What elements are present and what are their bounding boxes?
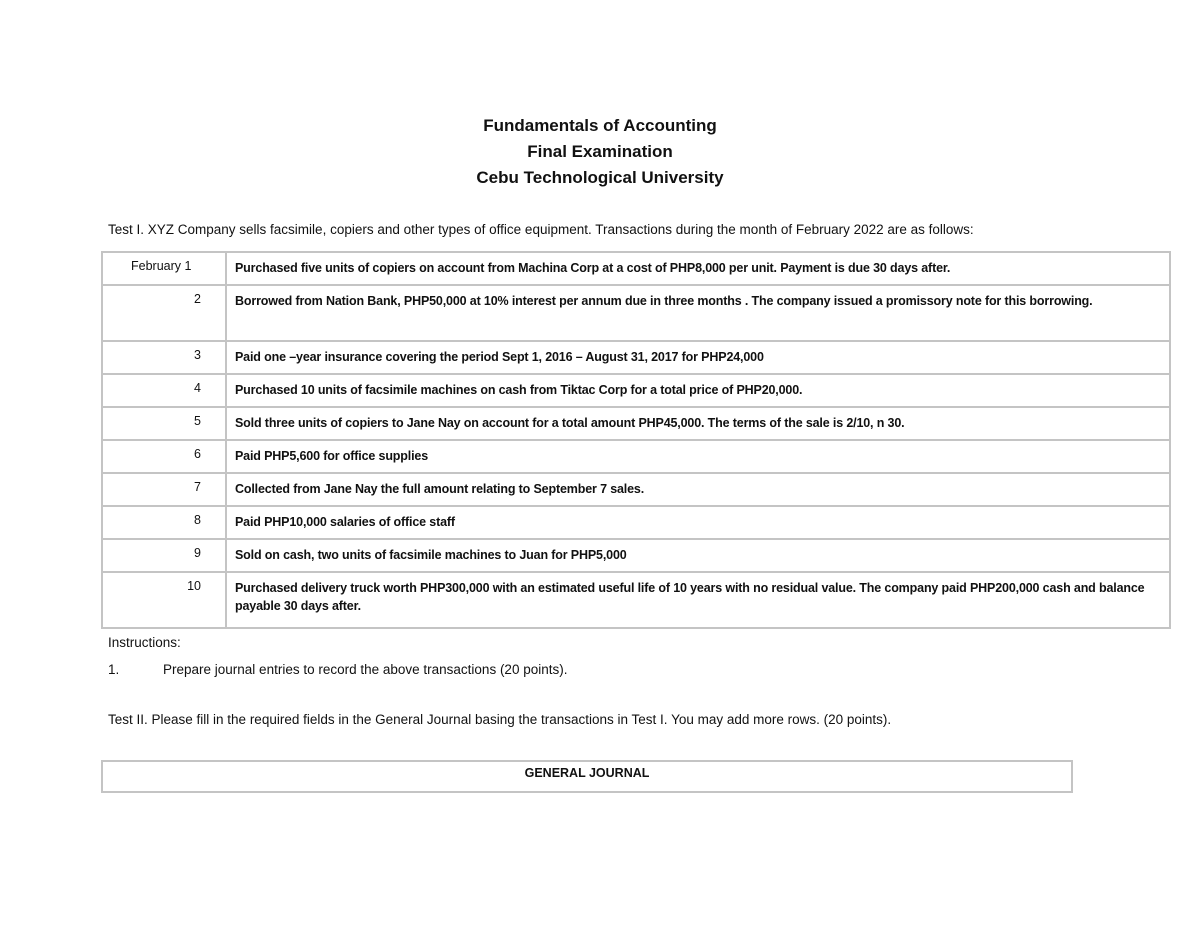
test1-intro: Test I. XYZ Company sells facsimile, copiers and other types of office equipment. Transactions during the month of February 2022 are as follows:: [108, 222, 974, 237]
transaction-cell: Purchased 10 units of facsimile machines on cash from Tiktac Corp for a total price of PHP20,000.: [226, 374, 1170, 407]
table-row: [102, 572, 1170, 628]
document-title: [0, 113, 1200, 191]
date-cell: February 1: [102, 252, 226, 285]
transaction-cell: Paid PHP5,600 for office supplies: [226, 440, 1170, 473]
instruction-item: [108, 662, 567, 677]
course-title: Fundamentals of Accounting: [483, 116, 717, 135]
transaction-cell: Paid PHP10,000 salaries of office staff: [226, 506, 1170, 539]
table-row: [102, 407, 1170, 440]
instruction-text: Prepare journal entries to record the above transactions (20 points).: [163, 662, 568, 677]
test2-instructions: Test II. Please fill in the required fields in the General Journal basing the transactions in Test I. You may add more rows. (20 points).: [108, 712, 892, 727]
transaction-cell: Collected from Jane Nay the full amount relating to September 7 sales.: [226, 473, 1170, 506]
transaction-cell: Paid one –year insurance covering the period Sept 1, 2016 – August 31, 2017 for PHP24,000: [226, 341, 1170, 374]
table-row: [102, 473, 1170, 506]
table-row: [102, 539, 1170, 572]
date-cell: 9: [102, 539, 226, 572]
date-cell: 8: [102, 506, 226, 539]
date-cell: 10: [102, 572, 226, 628]
date-cell: 7: [102, 473, 226, 506]
university-name: Cebu Technological University: [476, 168, 724, 187]
date-cell: 4: [102, 374, 226, 407]
instruction-number: 1.: [108, 662, 120, 677]
date-cell: 6: [102, 440, 226, 473]
instructions-label: Instructions:: [108, 635, 181, 650]
table-row: [102, 506, 1170, 539]
transaction-cell: Sold three units of copiers to Jane Nay on account for a total amount PHP45,000. The terms of the sale is 2/10, n 30.: [226, 407, 1170, 440]
table-row: [102, 252, 1170, 285]
date-cell: 5: [102, 407, 226, 440]
transaction-cell: Purchased delivery truck worth PHP300,000 with an estimated useful life of 10 years with no residual value. The company paid PHP200,000 cash and balance payable 30 days after.: [226, 572, 1170, 628]
date-cell: 2: [102, 285, 226, 341]
table-row: [102, 440, 1170, 473]
table-row: [102, 285, 1170, 341]
exam-title: Final Examination: [527, 142, 673, 161]
transaction-cell: Borrowed from Nation Bank, PHP50,000 at 10% interest per annum due in three months . The company issued a promissory note for this borrowing.: [226, 285, 1170, 341]
table-row: [102, 341, 1170, 374]
transactions-table: [101, 251, 1171, 629]
transaction-cell: Sold on cash, two units of facsimile machines to Juan for PHP5,000: [226, 539, 1170, 572]
general-journal-table: [101, 760, 1073, 793]
general-journal-header: GENERAL JOURNAL: [524, 766, 650, 780]
transaction-cell: Purchased five units of copiers on account from Machina Corp at a cost of PHP8,000 per unit. Payment is due 30 days after.: [226, 252, 1170, 285]
date-cell: 3: [102, 341, 226, 374]
table-row: [102, 374, 1170, 407]
